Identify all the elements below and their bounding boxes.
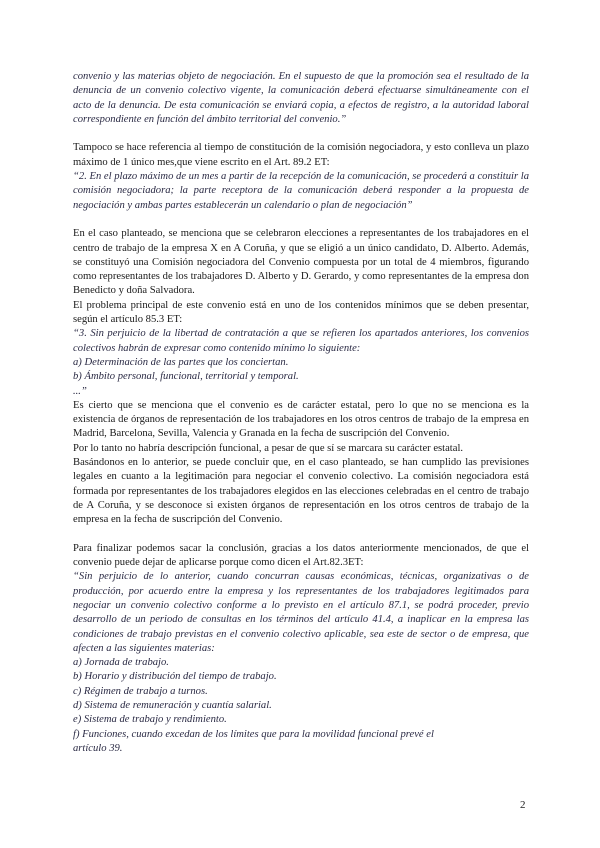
paragraph-functional-description: Por lo tanto no habría descripción funcional, a pesar de que sí se marcara su carácter estatal.: [73, 442, 464, 454]
quote-ellipsis: ...”: [73, 385, 87, 397]
paragraph-main-problem: El problema principal de este convenio está en uno de los contenidos mínimos que se deben presentar, según el artículo 85.3 ET:: [73, 299, 529, 326]
quote-list-item-c: c) Régimen de trabajo a turnos.: [73, 685, 208, 697]
paragraph-gap: [73, 127, 529, 141]
quote-list-item-d: d) Sistema de remuneración y cuantía salarial.: [73, 700, 272, 712]
paragraph-final-conclusion: Para finalizar podemos sacar la conclusión, gracias a los datos anteriormente mencionados, de que el convenio puede dejar de aplicarse porque como dicen el Art.82.3ET:: [73, 542, 529, 569]
paragraph-gap: [73, 213, 529, 227]
paragraph-case-elections: En el caso planteado, se menciona que se celebraron elecciones a representantes de los trabajadores en el centro de trabajo de la empresa X en A Coruña, y que se eligió a un único candidato, D. Alberto. Además, se constituyó una Comisión negociadora del Convenio compuesta por un total de 4 miembros, figurando como representantes de los trabajadores D. Alberto y D. Gerardo, y como representantes de la empresa don Benedicto y doña Salvadora.: [73, 228, 529, 297]
page-number: 2: [520, 799, 526, 811]
quote-list-item-f-continuation: artículo 39.: [73, 742, 123, 754]
paragraph-legitimation-conclusion: Basándonos en lo anterior, se puede concluir que, en el caso planteado, se han cumplido las previsiones legales en cuanto a la legitimación para negociar el convenio colectivo. La comisión negociadora está formada por representantes de los trabajadores elegidos en las elecciones celebradas en el centro de trabajo de A Coruña, y se desconoce si existen órganos de representación en los otros centros de trabajo de la empresa en la fecha de suscripción del Convenio.: [73, 457, 529, 526]
quote-continuation: convenio y las materias objeto de negociación. En el supuesto de que la promoción sea el resultado de la denuncia de un convenio colectivo vigente, la comunicación deberá efectuarse simultáneamente con el acto de la denuncia. De esta comunicación se enviará copia, a efectos de registro, a la autoridad laboral correspondiente en función del ámbito territorial del convenio.”: [73, 71, 529, 125]
quote-list-item-b: b) Horario y distribución del tiempo de trabajo.: [73, 671, 277, 683]
text-column: [73, 70, 529, 756]
quote-list-item-e: e) Sistema de trabajo y rendimiento.: [73, 714, 227, 726]
quote-list-item-a: a) Jornada de trabajo.: [73, 657, 169, 669]
quote-art-89-2: “2. En el plazo máximo de un mes a partir de la recepción de la comunicación, se procederá a constituir la comisión negociadora; la parte receptora de la comunicación deberá responder a la propuesta de negociación y ambas partes establecerán un calendario o plan de negociación”: [73, 171, 529, 211]
paragraph-constitution-time: Tampoco se hace referencia al tiempo de constitución de la comisión negociadora, y esto conlleva un plazo máximo de 1 único mes,que viene escrito en el Art. 89.2 ET:: [73, 142, 529, 168]
quote-item-a-parties: a) Determinación de las partes que los conciertan.: [73, 356, 289, 368]
quote-art-82-3: “Sin perjuicio de lo anterior, cuando concurran causas económicas, técnicas, organizativas o de producción, por acuerdo entre la empresa y los representantes de los trabajadores legitimados para negociar un convenio colectivo conforme a lo previsto en el artículo 87.1, se podrá proceder, previo desarrollo de un periodo de consultas en los términos del artículo 41.4, a inaplicar en la empresa las condiciones de trabajo previstas en el convenio colectivo aplicable, sea este de sector o de empresa, que afecten a las siguientes materias:: [73, 571, 529, 654]
quote-art-85-3: “3. Sin perjuicio de la libertad de contratación a que se refieren los apartados anteriores, los convenios colectivos habrán de expresar como contenido mínimo lo siguiente:: [73, 328, 529, 354]
quote-item-b-scope: b) Ámbito personal, funcional, territorial y temporal.: [73, 371, 299, 383]
paragraph-gap: [73, 528, 529, 542]
quote-list-item-f: f) Funciones, cuando excedan de los límites que para la movilidad funcional prevé el: [73, 728, 434, 740]
paragraph-state-character: Es cierto que se menciona que el convenio es de carácter estatal, pero lo que no se menciona es la existencia de órganos de representación de los trabajadores en los otros centros de trabajo de la empresa en Madrid, Barcelona, Sevilla, Valencia y Granada en la fecha de suscripción del Convenio.: [73, 399, 529, 440]
